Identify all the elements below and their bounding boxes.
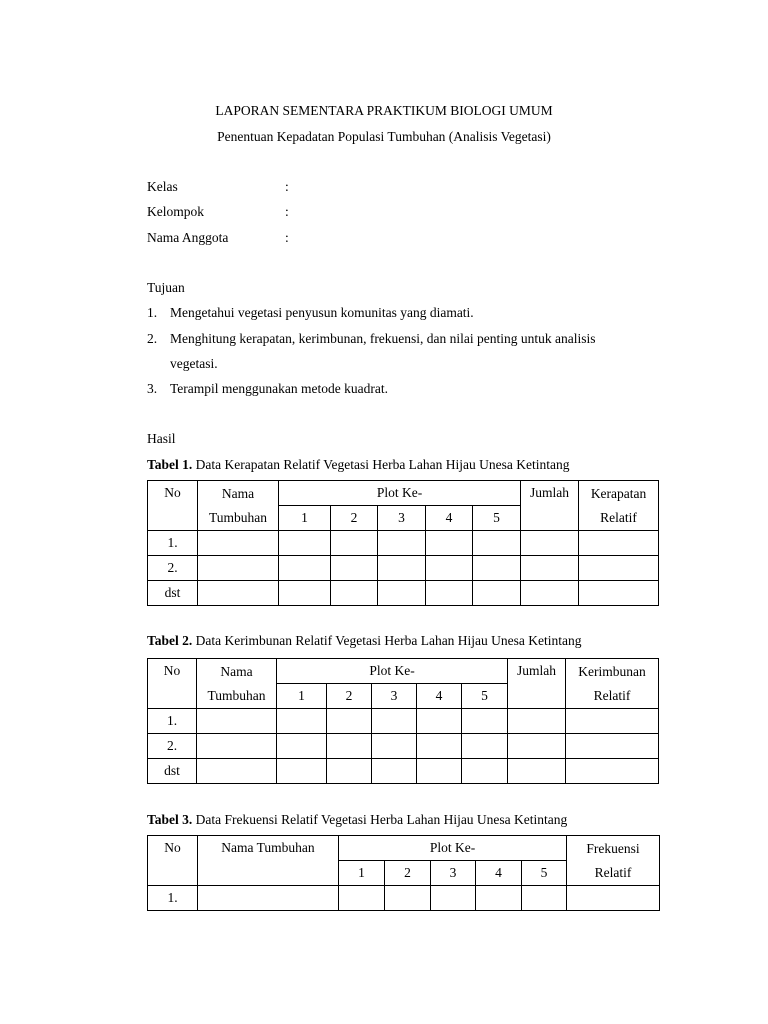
table-row <box>148 531 659 556</box>
tujuan-heading: Tujuan <box>147 280 185 295</box>
document-title: LAPORAN SEMENTARA PRAKTIKUM BIOLOGI UMUM <box>215 103 553 118</box>
table-1-header-nama <box>198 481 279 531</box>
table-3-caption-text: Data Frekuensi Relatif Vegetasi Herba Lahan Hijau Unesa Ketintang <box>192 812 568 827</box>
tujuan-text-1: Mengetahui vegetasi penyusun komunitas yang diamati. <box>170 305 474 320</box>
tujuan-text-2: Menghitung kerapatan, kerimbunan, frekuensi, dan nilai penting untuk analisis <box>170 331 596 346</box>
document-subtitle: Penentuan Kepadatan Populasi Tumbuhan (Analisis Vegetasi) <box>217 129 551 144</box>
table-2-row-no: 1. <box>148 709 197 734</box>
table-2-header-jumlah: Jumlah <box>508 659 566 709</box>
table-2 <box>147 658 659 784</box>
kelompok-colon: : <box>285 204 289 219</box>
table-3-caption <box>147 812 567 828</box>
table-1-row-no: 1. <box>148 531 198 556</box>
table-2-caption-label: Tabel 2. <box>147 633 193 648</box>
table-1-header-nama-2: Tumbuhan <box>208 509 267 525</box>
table-1-caption-text: Data Kerapatan Relatif Vegetasi Herba Lahan Hijau Unesa Ketintang <box>192 457 570 472</box>
table-3 <box>147 835 660 911</box>
table-3-plot-4: 4 <box>476 861 522 886</box>
table-3-plot-2: 2 <box>385 861 431 886</box>
table-3-header-frekuensi-1: Frekuensi <box>586 840 640 856</box>
tujuan-text-2-cont: vegetasi. <box>170 356 218 371</box>
table-1 <box>147 480 659 606</box>
table-1-plot-1: 1 <box>279 506 331 531</box>
table-2-plot-4: 4 <box>417 684 462 709</box>
table-1-row-no: 2. <box>148 556 198 581</box>
table-3-plot-1: 1 <box>339 861 385 886</box>
table-1-plot-4: 4 <box>426 506 473 531</box>
table-3-row-no: 1. <box>148 886 198 911</box>
tujuan-num-3: 3. <box>147 381 158 396</box>
table-row <box>148 709 659 734</box>
table-2-header-kerimbunan-2: Relatif <box>593 687 631 703</box>
table-2-header-plot: Plot Ke- <box>277 659 508 684</box>
table-1-plot-2: 2 <box>331 506 378 531</box>
nama-anggota-colon: : <box>285 230 289 245</box>
table-1-plot-5: 5 <box>473 506 521 531</box>
table-1-caption <box>147 457 570 473</box>
kelas-colon: : <box>285 179 289 194</box>
table-1-header-kerapatan-1: Kerapatan <box>590 485 647 501</box>
tujuan-num-2: 2. <box>147 331 158 346</box>
table-3-header-frekuensi-2: Relatif <box>594 864 632 880</box>
table-1-header-plot: Plot Ke- <box>279 481 521 506</box>
table-1-header-kerapatan-2: Relatif <box>600 509 637 525</box>
table-3-plot-5: 5 <box>522 861 567 886</box>
table-2-header-nama-1: Nama <box>220 663 253 679</box>
table-row <box>148 556 659 581</box>
table-1-caption-label: Tabel 1. <box>147 457 193 472</box>
table-2-header-no: No <box>148 659 197 709</box>
table-2-plot-3: 3 <box>372 684 417 709</box>
table-1-header-nama-1: Nama <box>221 485 255 501</box>
tujuan-text-3: Terampil menggunakan metode kuadrat. <box>170 381 388 396</box>
table-2-row-no: dst <box>148 759 197 784</box>
table-row <box>148 886 660 911</box>
table-2-header-kerimbunan <box>566 659 659 709</box>
table-3-header-no: No <box>148 836 198 886</box>
table-row <box>148 734 659 759</box>
table-1-row-no: dst <box>148 581 198 606</box>
table-1-header-no: No <box>148 481 198 531</box>
table-row <box>148 581 659 606</box>
table-2-header-nama <box>197 659 277 709</box>
table-2-plot-1: 1 <box>277 684 327 709</box>
table-1-header-kerapatan <box>579 481 659 531</box>
table-2-row-no: 2. <box>148 734 197 759</box>
table-1-plot-3: 3 <box>378 506 426 531</box>
table-2-plot-5: 5 <box>462 684 508 709</box>
tujuan-num-1: 1. <box>147 305 158 320</box>
kelas-label: Kelas <box>147 179 178 194</box>
table-2-caption-text: Data Kerimbunan Relatif Vegetasi Herba Lahan Hijau Unesa Ketintang <box>192 633 582 648</box>
table-2-header-kerimbunan-1: Kerimbunan <box>578 663 646 679</box>
kelompok-label: Kelompok <box>147 204 204 219</box>
table-3-plot-3: 3 <box>431 861 476 886</box>
nama-anggota-label: Nama Anggota <box>147 230 229 245</box>
table-3-header-frekuensi <box>567 836 660 886</box>
table-3-header-plot: Plot Ke- <box>339 836 567 861</box>
table-row <box>148 759 659 784</box>
table-2-plot-2: 2 <box>327 684 372 709</box>
table-1-header-jumlah: Jumlah <box>521 481 579 531</box>
table-3-caption-label: Tabel 3. <box>147 812 193 827</box>
hasil-heading: Hasil <box>147 431 176 446</box>
table-3-header-nama: Nama Tumbuhan <box>198 836 339 886</box>
table-2-header-nama-2: Tumbuhan <box>207 687 266 703</box>
table-2-caption <box>147 633 582 649</box>
